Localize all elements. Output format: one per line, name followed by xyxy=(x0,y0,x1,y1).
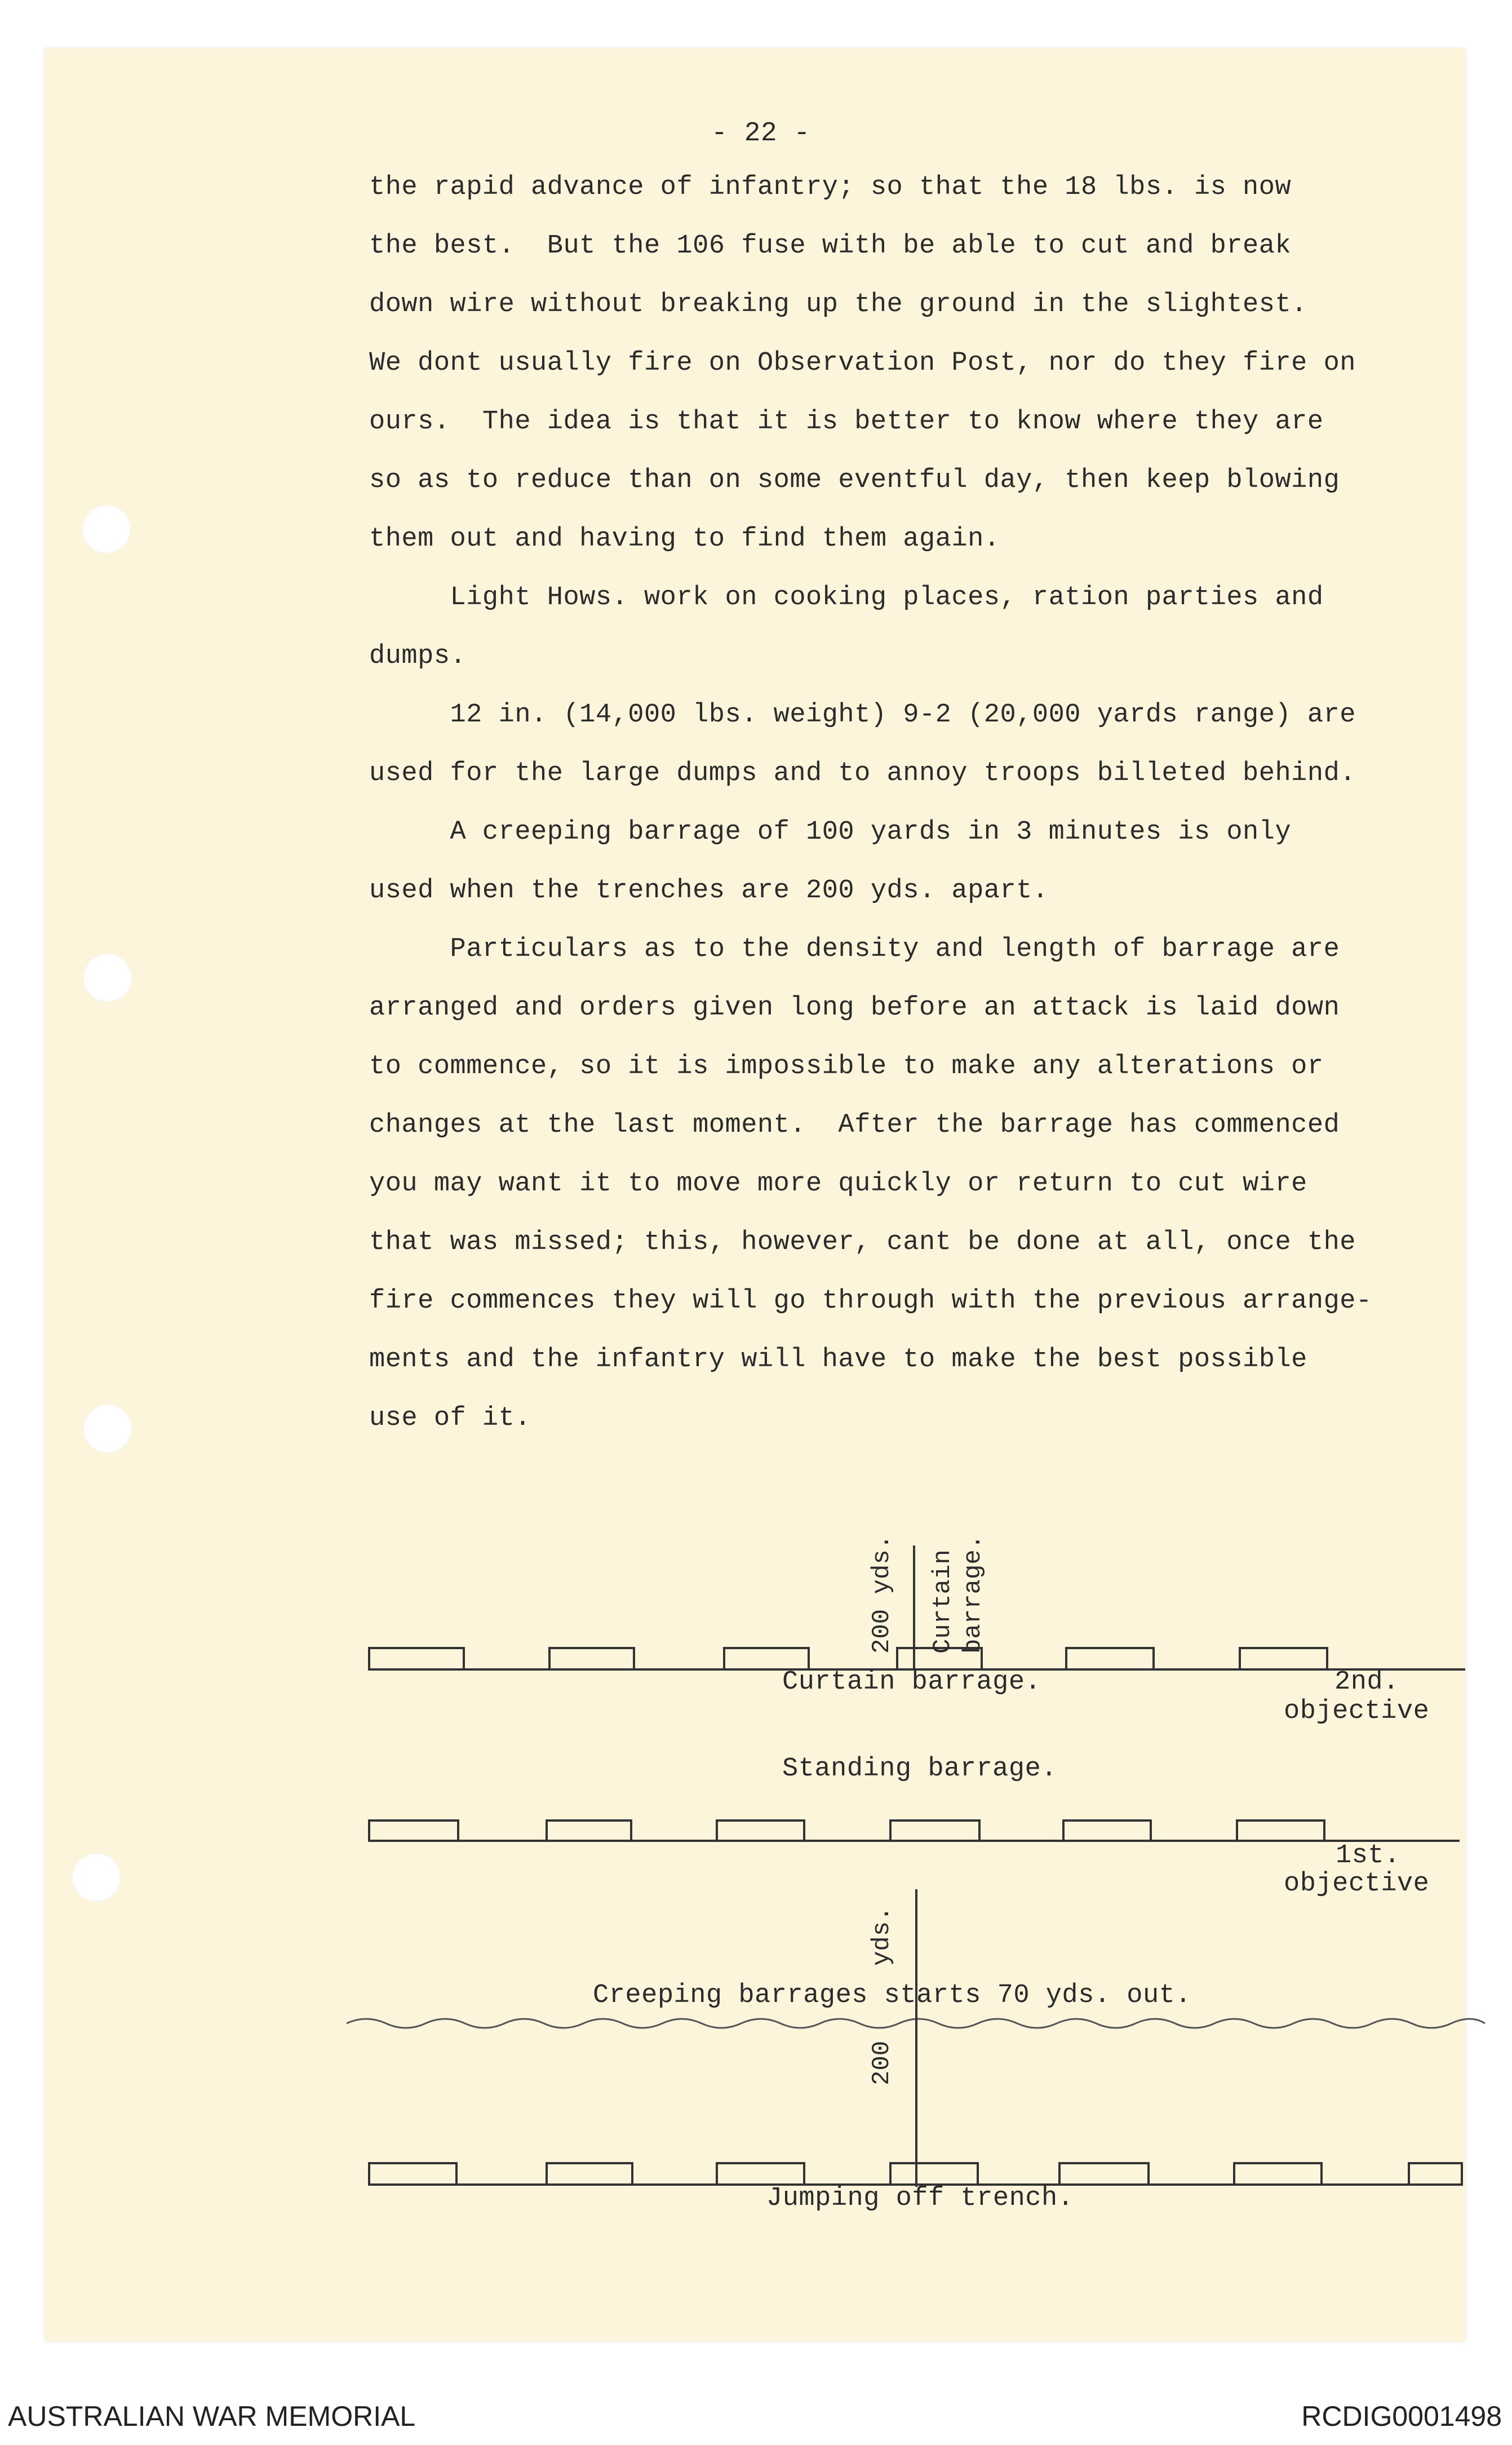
trench-bay xyxy=(1066,1648,1154,1669)
second-objective-label-2: objective xyxy=(1284,1697,1430,1726)
vertical-label-200-yds: 200 yds. xyxy=(868,1534,896,1654)
vertical-label-yds: yds. xyxy=(868,1906,896,1966)
trench-bay xyxy=(1234,2163,1322,2185)
footer-institution: AUSTRALIAN WAR MEMORIAL xyxy=(8,2400,416,2432)
trench-bay xyxy=(724,1648,809,1669)
text-line: use of it. xyxy=(369,1403,531,1433)
trench-bay xyxy=(549,1648,634,1669)
trench-bay xyxy=(890,2163,978,2185)
text-line: changes at the last moment. After the barrage has commenced xyxy=(369,1110,1340,1140)
trench-bay xyxy=(369,1821,458,1841)
first-objective-label: 1st. xyxy=(1336,1841,1400,1871)
text-line: A creeping barrage of 100 yards in 3 minutes is only xyxy=(369,817,1292,847)
curtain-barrage-label: Curtain barrage. xyxy=(782,1667,1041,1697)
page-number: - 22 - xyxy=(711,118,810,149)
trench-bay xyxy=(1059,2163,1149,2185)
text-line: 12 in. (14,000 lbs. weight) 9-2 (20,000 yards range) are xyxy=(369,700,1356,730)
text-line: to commence, so it is impossible to make any alterations or xyxy=(369,1052,1324,1082)
trench-bay xyxy=(717,2163,804,2185)
trench-bay xyxy=(1240,1648,1327,1669)
trench-bay xyxy=(717,1821,804,1841)
trench-bay xyxy=(1237,1821,1324,1841)
text-line: We dont usually fire on Observation Post, nor do they fire on xyxy=(369,348,1356,378)
text-line: down wire without breaking up the ground in the slightest. xyxy=(369,290,1307,320)
footer-record-id: RCDIG0001498 xyxy=(1301,2400,1502,2432)
trench-bay xyxy=(547,1821,631,1841)
text-line: so as to reduce than on some eventful day, then keep blowing xyxy=(369,466,1340,495)
text-line: used when the trenches are 200 yds. apart. xyxy=(369,876,1049,906)
trench-bay xyxy=(547,2163,632,2185)
text-line: fire commences they will go through with the previous arrange- xyxy=(369,1286,1372,1316)
text-line: you may want it to move more quickly or return to cut wire xyxy=(369,1169,1307,1199)
trench-bay xyxy=(1409,2163,1462,2185)
vertical-label-200: 200 xyxy=(868,2040,896,2085)
text-line: the best. But the 106 fuse with be able to cut and break xyxy=(369,231,1292,261)
text-line: used for the large dumps and to annoy troops billeted behind. xyxy=(369,759,1356,789)
trench-bay xyxy=(1063,1821,1151,1841)
vertical-label-barrage: barrage. xyxy=(959,1534,987,1654)
text-line: ments and the infantry will have to make the best possible xyxy=(369,1345,1307,1375)
text-line: Light Hows. work on cooking places, ration parties and xyxy=(369,583,1324,613)
second-objective-label: 2nd. xyxy=(1334,1667,1399,1697)
vertical-label-curtain: Curtain xyxy=(929,1549,957,1654)
trench-bay xyxy=(369,2163,456,2185)
text-line: arranged and orders given long before an attack is laid down xyxy=(369,993,1340,1023)
text-line: the rapid advance of infantry; so that the 18 lbs. is now xyxy=(369,172,1292,202)
creeping-barrage-label: Creeping barrages starts 70 yds. out. xyxy=(593,1981,1192,2010)
standing-barrage-label: Standing barrage. xyxy=(782,1754,1057,1784)
jumping-off-trench-label: Jumping off trench. xyxy=(766,2183,1074,2213)
text-line: ours. The idea is that it is better to know where they are xyxy=(369,407,1324,437)
trench-bay xyxy=(369,1648,464,1669)
text-line: dumps. xyxy=(369,641,467,671)
text-line: them out and having to find them again. xyxy=(369,524,1000,554)
text-line: that was missed; this, however, cant be done at all, once the xyxy=(369,1228,1356,1257)
first-objective-label-2: objective xyxy=(1284,1869,1430,1899)
text-line: Particulars as to the density and length of barrage are xyxy=(369,934,1340,964)
trench-bay xyxy=(890,1821,979,1841)
